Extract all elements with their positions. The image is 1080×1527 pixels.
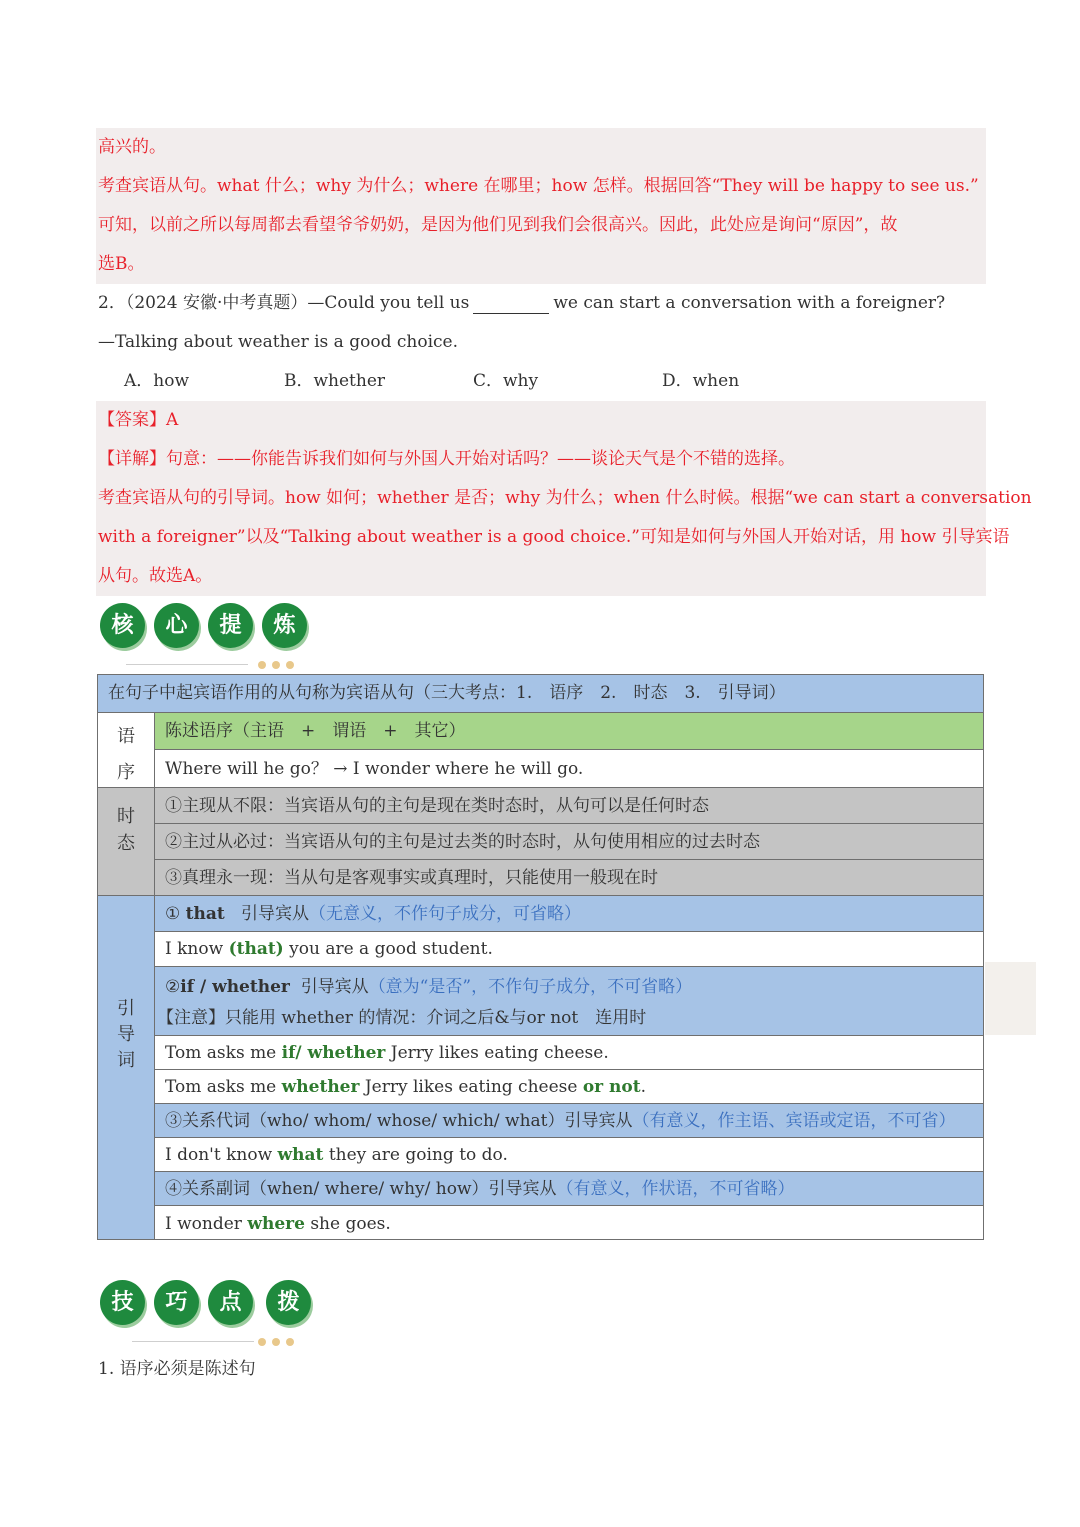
label-connective: 引 导 词 xyxy=(98,895,155,1239)
heading-divider xyxy=(126,664,248,665)
example-part: Tom asks me xyxy=(165,1077,282,1097)
word-order-rule xyxy=(155,712,983,749)
whether-example-1 xyxy=(155,1035,983,1069)
label-word-order: 语 序 xyxy=(98,712,155,796)
heading-dot xyxy=(258,661,266,669)
connective-mid: 引导宾从 xyxy=(240,904,309,924)
badge-char: 拨 xyxy=(266,1280,311,1325)
badge-char: 核 xyxy=(100,603,145,648)
badge-char: 巧 xyxy=(154,1280,199,1325)
section-tips-heading xyxy=(100,1280,320,1350)
example-part: Jerry likes eating cheese xyxy=(359,1077,583,1097)
explanation-line: 选B。 xyxy=(98,254,145,274)
option-d[interactable]: D．when xyxy=(662,371,740,391)
example-part: . xyxy=(640,1077,647,1097)
pronoun-example xyxy=(155,1137,983,1171)
connective-note: （有意义，作状语，不可省略） xyxy=(556,1179,795,1199)
connective-pronoun xyxy=(155,1103,983,1137)
heading-dot xyxy=(272,661,280,669)
answer-box xyxy=(96,401,1032,596)
answer-blank xyxy=(473,291,549,314)
tense-rule-2 xyxy=(155,823,983,859)
label-tense: 时 态 xyxy=(98,787,155,895)
heading-dot xyxy=(258,1338,266,1346)
example-part: I know xyxy=(165,939,229,959)
item-number: ① xyxy=(165,904,181,924)
example-part: she goes. xyxy=(304,1214,391,1234)
badge-char: 心 xyxy=(154,603,199,648)
example-highlight: what xyxy=(277,1145,324,1165)
tense-rule-3 xyxy=(155,859,983,895)
word-order-rule-text: 陈述语序（主语 + 谓语 + 其它） xyxy=(165,721,466,741)
detail-line: with a foreigner”以及“Talking about weather is a good choice.”可知是如何与外国人开始对话，用 how 引导宾语 xyxy=(98,527,1010,547)
tense-rule-text: ③真理永一现：当从句是客观事实或真理时，只能使用一般现在时 xyxy=(165,868,658,888)
example-highlight: or not xyxy=(582,1077,641,1097)
badge-char: 炼 xyxy=(262,603,307,648)
option-b[interactable]: B．whether xyxy=(284,371,386,391)
example-part: Tom asks me xyxy=(165,1043,282,1063)
word-order-example xyxy=(155,749,983,787)
answer-line: 【答案】A xyxy=(98,410,179,430)
connective-note: （无意义，不作句子成分，可省略） xyxy=(308,904,581,924)
whether-example-2 xyxy=(155,1069,983,1103)
connective-head: ④关系副词（when/ where/ why/ how）引导宾从 xyxy=(165,1179,557,1199)
heading-dot xyxy=(272,1338,280,1346)
question-2 xyxy=(96,284,986,401)
detail-line: 考查宾语从句的引导词。how 如何；whether 是否；why 为什么；when 什么时候。根据“we can start a conversation xyxy=(98,488,1032,508)
section-core-heading xyxy=(100,603,320,673)
example-part: you are a good student. xyxy=(283,939,493,959)
options-row xyxy=(96,362,986,401)
connective-whether xyxy=(155,966,983,1035)
badge-char: 技 xyxy=(100,1280,145,1325)
example-part: I don't know xyxy=(165,1145,278,1165)
explanation-line: 高兴的。 xyxy=(98,137,166,157)
tense-rule-text: ②主过从必过：当宾语从句的主句是过去类的时态时，从句使用相应的过去时态 xyxy=(165,832,760,852)
connective-word: if / whether xyxy=(180,977,290,997)
example-highlight: if/ whether xyxy=(281,1043,386,1063)
example-highlight: (that) xyxy=(228,939,284,959)
connective-word: that xyxy=(185,904,225,924)
connective-note: （意为“是否”，不作句子成分，不可省略） xyxy=(368,977,693,997)
explanation-line: 可知，以前之所以每周都去看望爷爷奶奶，是因为他们见到我们会很高兴。因此，此处应是询问“原因”，故 xyxy=(98,215,898,235)
option-a[interactable]: A．how xyxy=(124,371,190,391)
stem-before: 2．（2024 安徽·中考真题）—Could you tell us xyxy=(98,293,470,313)
explanation-line: 考查宾语从句。what 什么；why 为什么；where 在哪里；how 怎样。根据回答“They will be happy to see us.” xyxy=(98,176,979,196)
whether-note: 【注意】只能用 whether 的情况：介词之后&与or not 连用时 xyxy=(157,1008,647,1028)
example-highlight: where xyxy=(247,1214,305,1234)
stem-after: we can start a conversation with a foreigner? xyxy=(553,293,946,313)
heading-dot xyxy=(286,661,294,669)
prev-explanation-box xyxy=(96,128,986,284)
heading-divider xyxy=(132,1341,254,1342)
connective-that-example xyxy=(155,931,983,966)
table-header xyxy=(98,675,983,712)
side-tab xyxy=(985,962,1036,1035)
connective-that xyxy=(155,895,983,931)
tip-1 xyxy=(96,1350,986,1389)
adverb-example xyxy=(155,1205,983,1239)
badge-char: 提 xyxy=(208,603,253,648)
question-stem xyxy=(98,284,945,323)
connective-adverb xyxy=(155,1171,983,1205)
object-clause-table xyxy=(97,674,984,1240)
example-highlight: whether xyxy=(281,1077,360,1097)
detail-line: 从句。故选A。 xyxy=(98,566,213,586)
table-header-text: 在句子中起宾语作用的从句称为宾语从句（三大考点：1. 语序 2. 时态 3. 引导词） xyxy=(108,683,786,703)
example-part: I wonder xyxy=(165,1214,248,1234)
tip-1-text: 1. 语序必须是陈述句 xyxy=(98,1359,256,1379)
question-reply: —Talking about weather is a good choice. xyxy=(98,332,458,352)
badge-char: 点 xyxy=(208,1280,253,1325)
connective-mid: 引导宾从 xyxy=(300,977,369,997)
connective-head: ③关系代词（who/ whom/ whose/ which/ what）引导宾从 xyxy=(165,1111,633,1131)
heading-dot xyxy=(286,1338,294,1346)
connective-note: （有意义，作主语、宾语或定语，不可省） xyxy=(632,1111,956,1131)
item-number: ② xyxy=(165,977,181,997)
option-c[interactable]: C．why xyxy=(473,371,539,391)
tense-rule-1 xyxy=(155,787,983,823)
tense-rule-text: ①主现从不限：当宾语从句的主句是现在类时态时，从句可以是任何时态 xyxy=(165,796,709,816)
word-order-example-text: Where will he go？ → I wonder where he will go. xyxy=(165,759,584,779)
detail-line: 【详解】句意：——你能告诉我们如何与外国人开始对话吗？——谈论天气是个不错的选择。 xyxy=(98,449,795,469)
example-part: they are going to do. xyxy=(323,1145,508,1165)
whether-head xyxy=(165,971,692,1003)
example-part: Jerry likes eating cheese. xyxy=(385,1043,609,1063)
